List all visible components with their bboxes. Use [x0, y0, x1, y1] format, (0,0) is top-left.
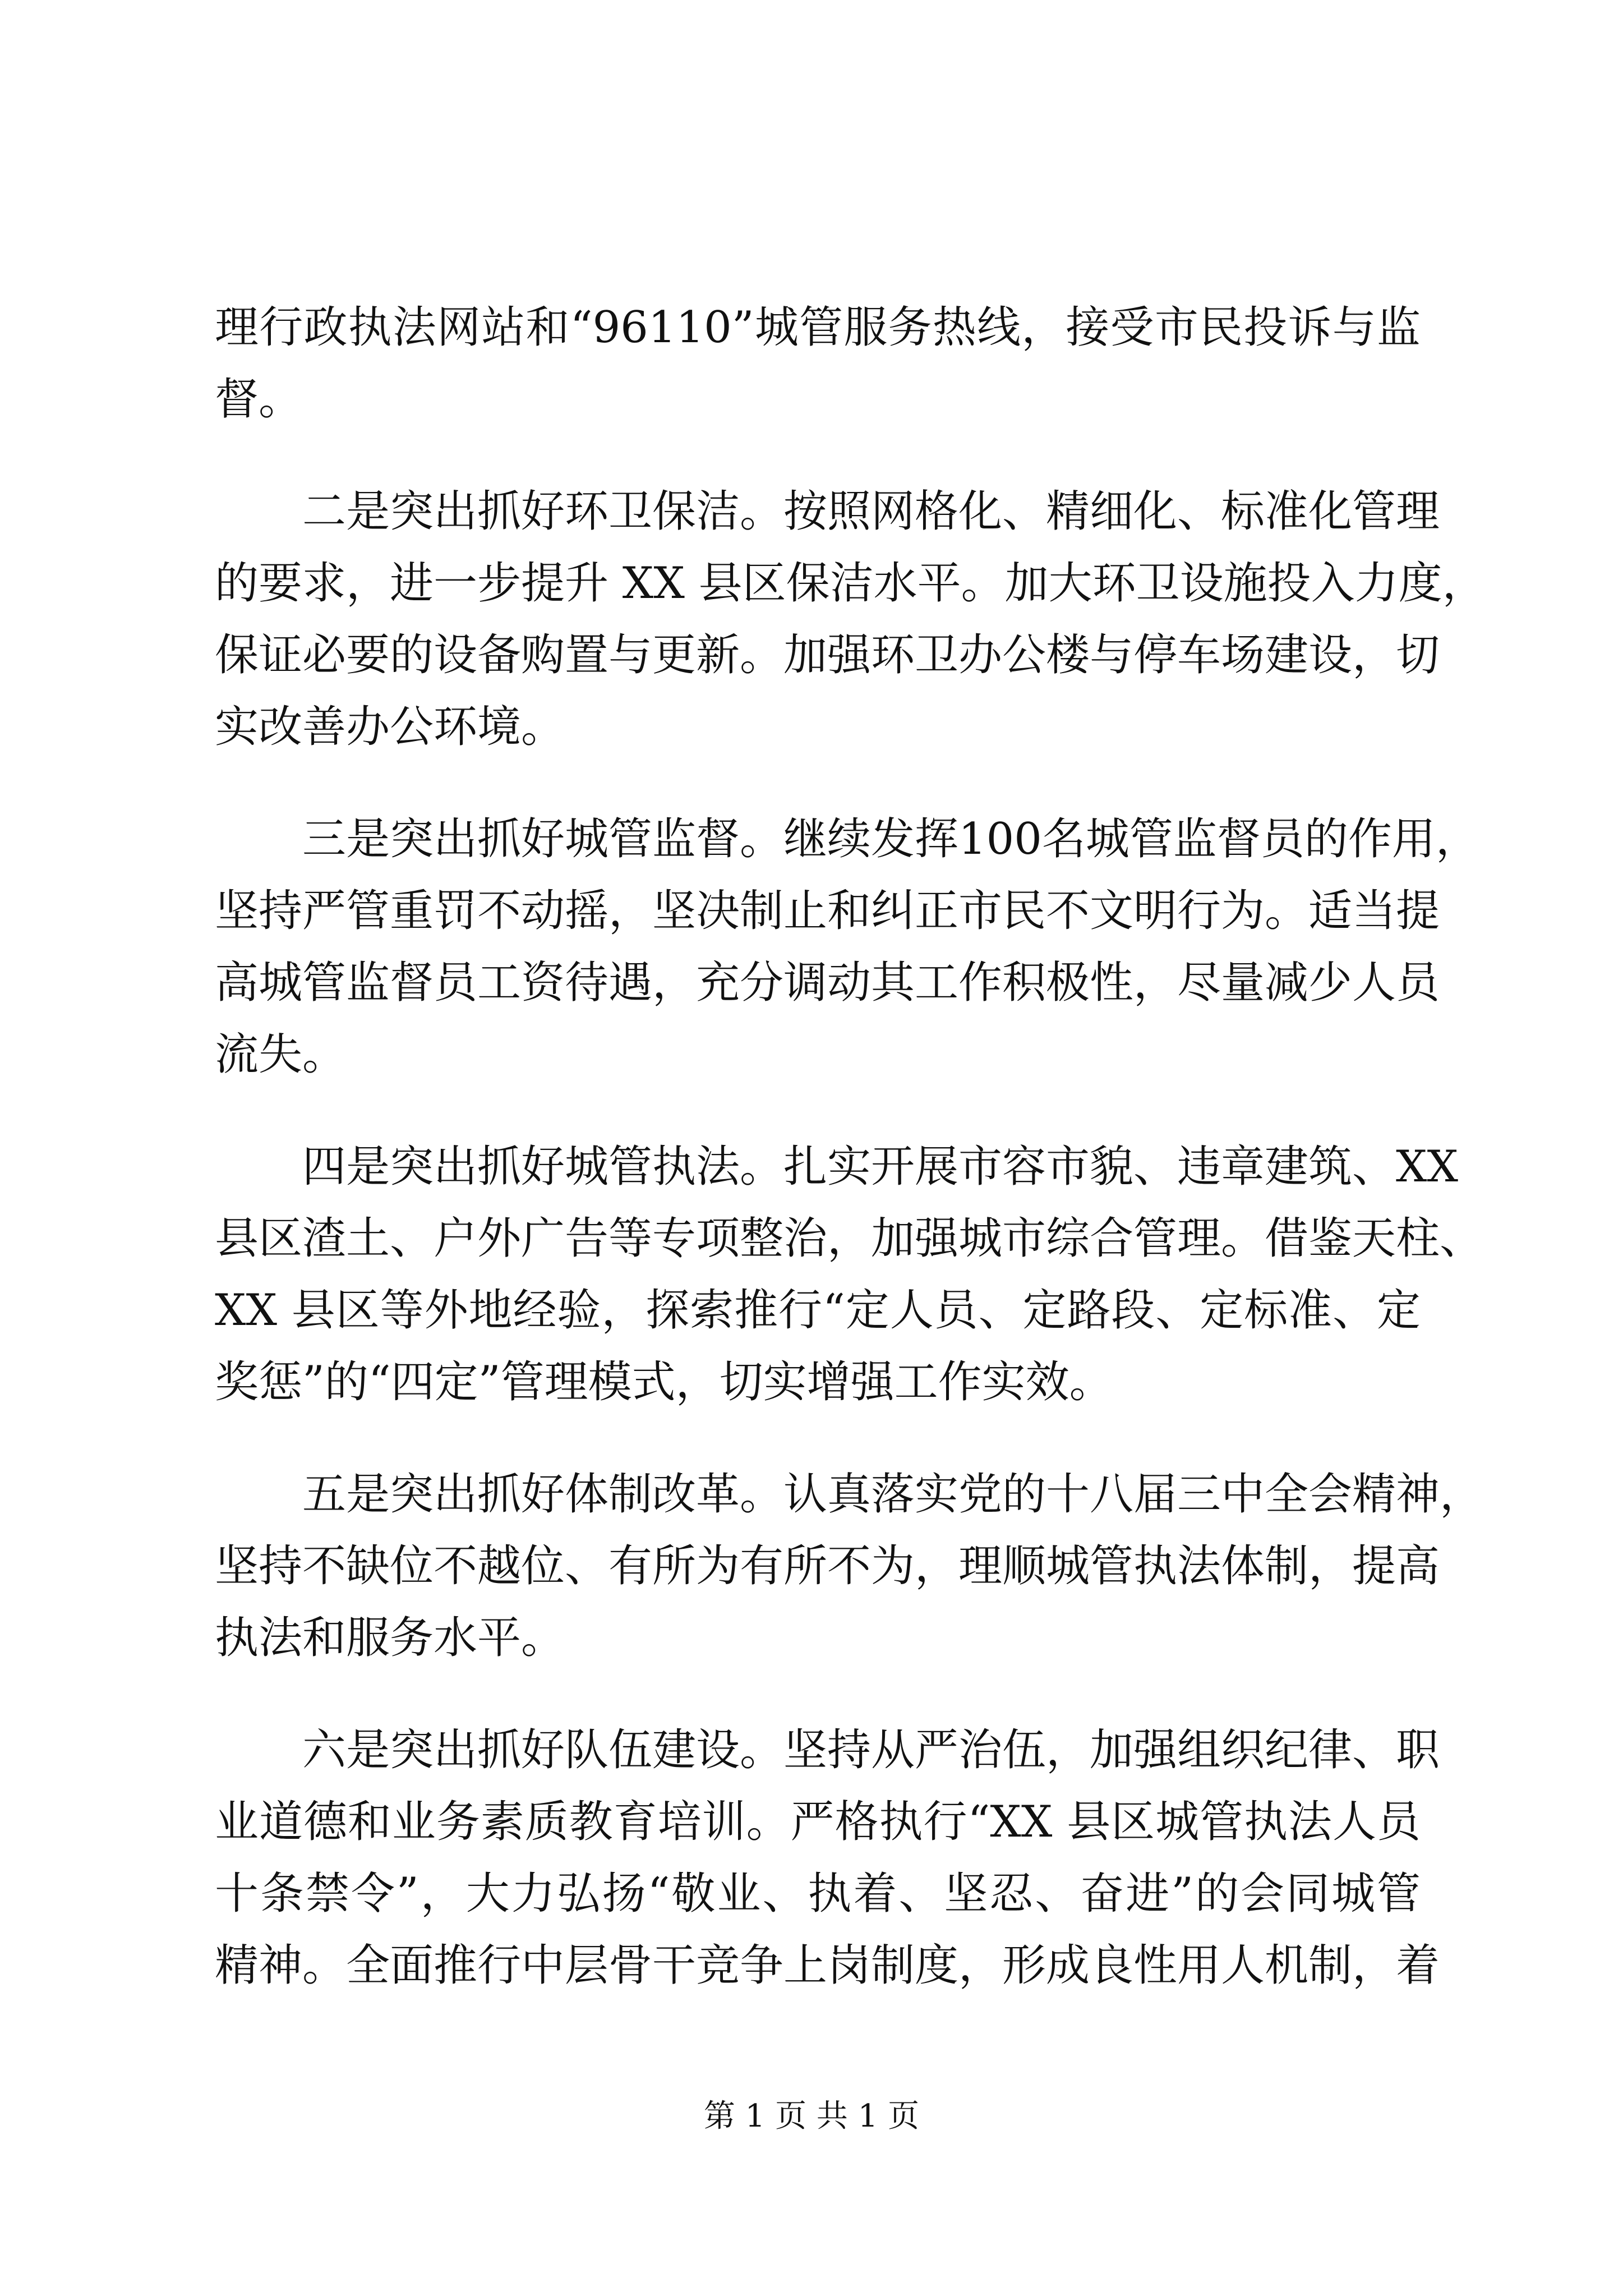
- text-line: 督。: [215, 374, 303, 425]
- text-line: 精神。全面推行中层骨干竞争上岗制度，形成良性用人机制，着: [215, 1940, 1440, 1991]
- text-line: XX 县区等外地经验，探索推行“定人员、定路段、定标准、定: [215, 1285, 1421, 1336]
- text-line: 县区渣土、户外广告等专项整治，加强城市综合管理。借鉴天柱、: [215, 1213, 1484, 1264]
- text-line: 六是突出抓好队伍建设。坚持从严治伍，加强组织纪律、职: [302, 1725, 1440, 1775]
- paragraph-6: [215, 1714, 1440, 2001]
- text-line: 四是突出抓好城管执法。扎实开展市容市貌、违章建筑、XX: [302, 1142, 1459, 1192]
- paragraph-3: [215, 803, 1479, 1091]
- text-line: 业道德和业务素质教育培训。严格执行“XX 县区城管执法人员: [215, 1797, 1421, 1847]
- text-line: 流失。: [215, 1029, 347, 1080]
- page-number-footer: 第 1 页 共 1 页: [703, 2098, 920, 2134]
- text-line: 五是突出抓好体制改革。认真落实党的十八届三中全会精神，: [302, 1469, 1484, 1520]
- text-line: 奖惩”的“四定”管理模式，切实增强工作实效。: [215, 1357, 1113, 1407]
- text-line: 坚持不缺位不越位、有所为有所不为，理顺城管执法体制，提高: [215, 1541, 1440, 1591]
- text-line: 理行政执法网站和“96110”城管服务热线，接受市民投诉与监: [215, 302, 1421, 353]
- text-line: 的要求，进一步提升 XX 县区保洁水平。加大环卫设施投入力度，: [215, 558, 1486, 609]
- text-line: 十条禁令”，大力弘扬“敬业、执着、坚忍、奋进”的会同城管: [215, 1869, 1421, 1919]
- text-line: 实改善办公环境。: [215, 702, 565, 752]
- text-line: 坚持严管重罚不动摇，坚决制止和纠正市民不文明行为。适当提: [215, 886, 1440, 936]
- text-line: 三是突出抓好城管监督。继续发挥100名城管监督员的作用，: [302, 814, 1479, 864]
- paragraph-2: [215, 476, 1486, 763]
- paragraph-1: [215, 292, 1421, 435]
- document-body: [215, 292, 1486, 2001]
- text-line: 二是突出抓好环卫保洁。按照网格化、精细化、标准化管理: [302, 486, 1440, 537]
- paragraph-5: [215, 1458, 1484, 1674]
- text-line: 保证必要的设备购置与更新。加强环卫办公楼与停车场建设，切: [215, 630, 1440, 680]
- text-line: 高城管监督员工资待遇，充分调动其工作积极性，尽量减少人员: [215, 958, 1440, 1008]
- text-line: 执法和服务水平。: [215, 1613, 565, 1663]
- paragraph-4: [215, 1131, 1484, 1418]
